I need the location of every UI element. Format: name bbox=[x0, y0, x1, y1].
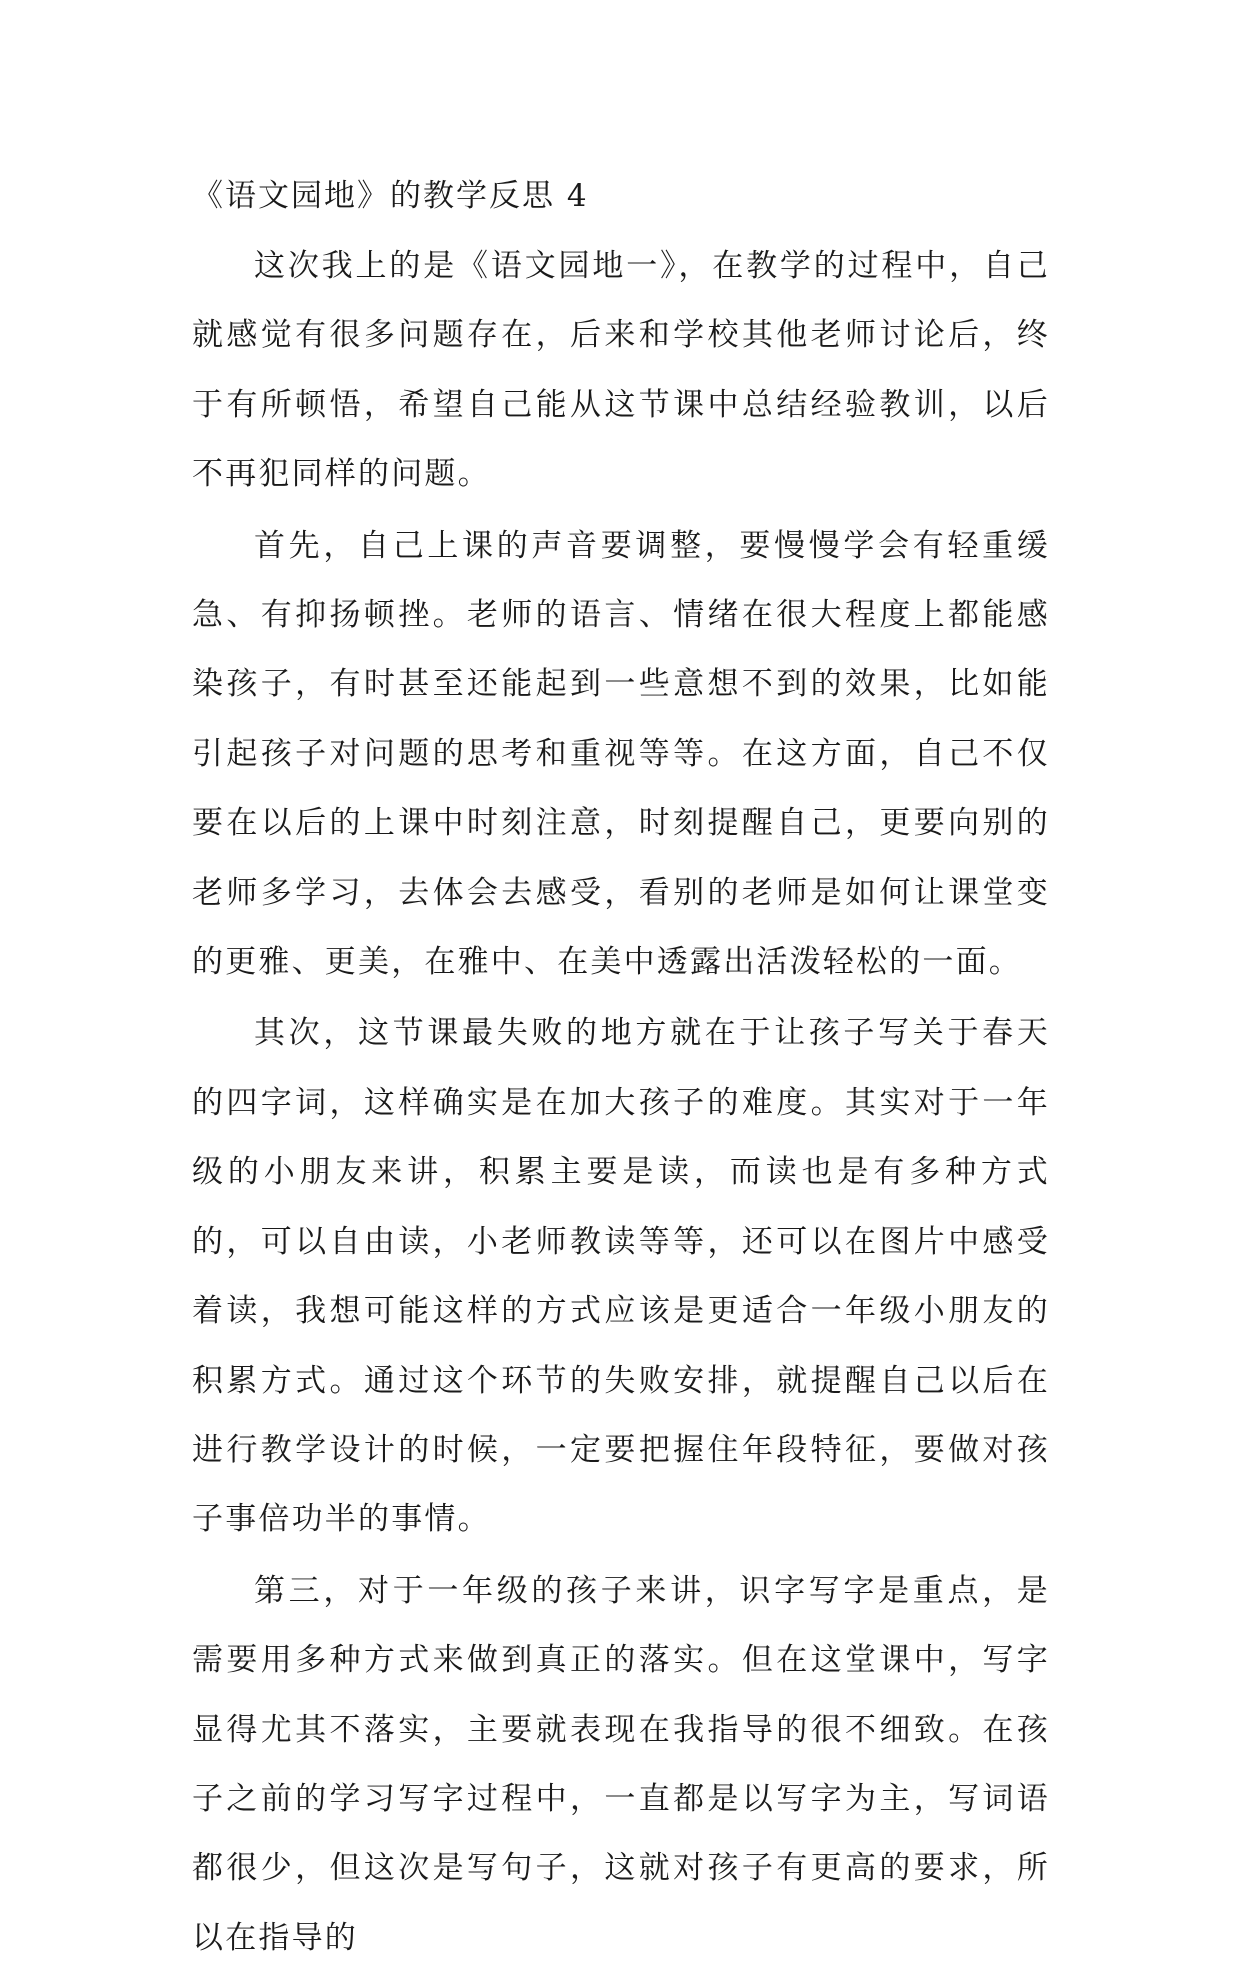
paragraph-intro: 这次我上的是《语文园地一》，在教学的过程中，自己就感觉有很多问题存在，后来和学校其他老师讨论后，终于有所顿悟，希望自己能从这节课中总结经验教训，以后不再犯同样的问题。 bbox=[192, 248, 1050, 493]
paragraph-first-point: 首先，自己上课的声音要调整，要慢慢学会有轻重缓急、有抑扬顿挫。老师的语言、情绪在很大程度上都能感染孩子，有时甚至还能起到一些意想不到的效果，比如能引起孩子对问题的思考和重视等等。在这方面，自己不仅要在以后的上课中时刻注意，时刻提醒自己，更要向别的老师多学习，去体会去感受，看别的老师是如何让课堂变的更雅、更美，在雅中、在美中透露出活泼轻松的一面。 bbox=[192, 527, 1050, 981]
paragraph-second-point: 其次，这节课最失败的地方就在于让孩子写关于春天的四字词，这样确实是在加大孩子的难度。其实对于一年级的小朋友来讲，积累主要是读，而读也是有多种方式的，可以自由读，小老师教读等等，还可以在图片中感受着读，我想可能这样的方式应该是更适合一年级小朋友的积累方式。通过这个环节的失败安排，就提醒自己以后在进行教学设计的时候，一定要把握住年段特征，要做对孩子事倍功半的事情。 bbox=[192, 1015, 1050, 1538]
paragraph-third-point: 第三，对于一年级的孩子来讲，识字写字是重点，是需要用多种方式来做到真正的落实。但在这堂课中，写字显得尤其不落实，主要就表现在我指导的很不细致。在孩子之前的学习写字过程中，一直都是以写字为主，写词语都很少，但这次是写句子，这就对孩子有更高的要求，所以在指导的 bbox=[192, 1572, 1050, 1956]
document-body bbox=[192, 160, 1050, 1975]
document-title: 《语文园地》的教学反思 4 bbox=[192, 178, 589, 214]
